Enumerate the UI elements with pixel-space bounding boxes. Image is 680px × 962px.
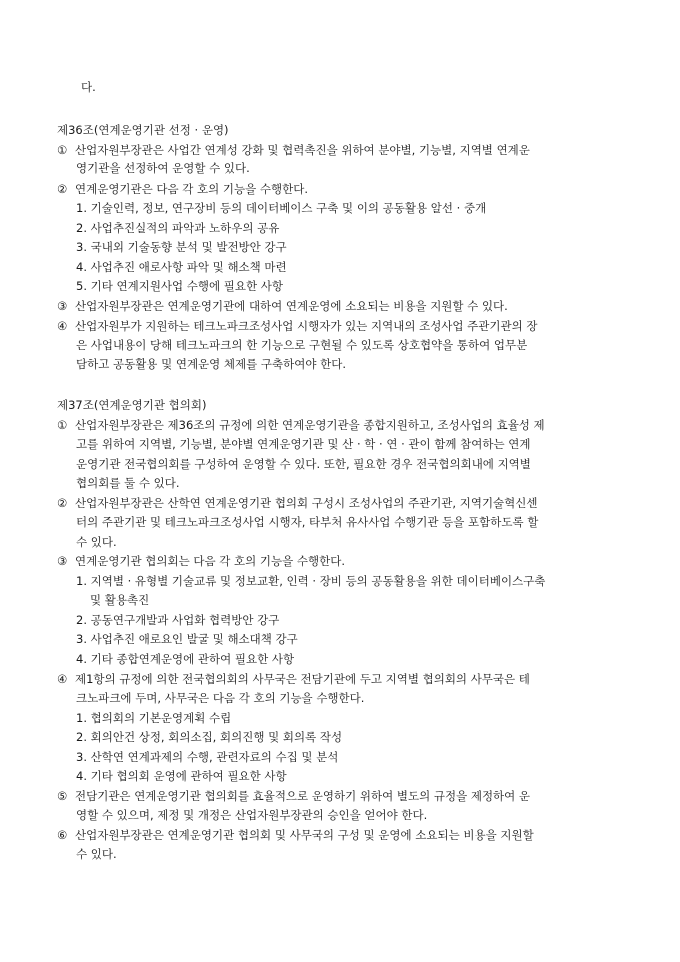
paragraph-text: 산업자원부장관은 사업간 연계성 강화 및 협력촉진을 위하여 분야별, 기능별, 지역별 연계운 (75, 143, 530, 157)
art36-paragraph-2 (57, 180, 308, 198)
paragraph-text: 전담기관은 연계운영기관 협의회를 효율적으로 운영하기 위하여 별도의 규정을 제정하여 운 (75, 789, 531, 803)
art37-p4-item-2: 2. 회의안건 상정, 회의소집, 회의진행 및 회의록 작성 (76, 730, 343, 744)
paragraph-text: 산업자원부장관은 산학연 연계운영기관 협의회 구성시 조성사업의 주관기관, 지역기술혁신센 (75, 496, 538, 510)
paragraph-text: 산업자원부가 지원하는 테크노파크조성사업 시행자가 있는 지역내의 조성사업 주관기관의 장 (75, 319, 538, 333)
paragraph-text: 산업자원부장관은 제36조의 규정에 의한 연계운영기관을 종합지원하고, 조성사업의 효율성 제 (75, 418, 545, 432)
continued-text: 다. (81, 80, 96, 94)
art36-paragraph-4-cont: 담하고 공동활용 및 연계운영 체제를 구축하여야 한다. (76, 357, 346, 371)
art37-p3-item-3: 3. 사업추진 애로요인 발굴 및 해소대책 강구 (76, 632, 298, 646)
art37-paragraph-2-cont: 수 있다. (76, 535, 117, 549)
art37-paragraph-1 (57, 416, 545, 434)
paragraph-marker: ⑥ (57, 828, 68, 842)
art37-p3-item-4: 4. 기타 종합연계운영에 관하여 필요한 사항 (76, 652, 295, 666)
article-37-title: 제37조(연계운영기관 협의회) (57, 398, 207, 412)
art37-paragraph-2 (57, 494, 538, 512)
article-36-title: 제36조(연계운영기관 선정 · 운영) (57, 123, 229, 137)
art37-paragraph-1-cont: 고를 위하여 지역별, 기능별, 분야별 연계운영기관 및 산 · 학 · 연 · 관이 함께 참여하는 연계 (76, 437, 531, 451)
paragraph-marker: ① (57, 143, 68, 157)
paragraph-marker: ⑤ (57, 789, 68, 803)
art37-p4-item-4: 4. 기타 협의회 운영에 관하여 필요한 사항 (76, 769, 287, 783)
art37-p4-item-1: 1. 협의회의 기본운영계획 수립 (76, 711, 232, 725)
art37-paragraph-5-cont: 영할 수 있으며, 제정 및 개정은 산업자원부장관의 승인을 얻어야 한다. (76, 808, 428, 822)
art36-item-2: 2. 사업추진실적의 파악과 노하우의 공유 (76, 221, 280, 235)
paragraph-text: 연계운영기관 협의회는 다음 각 호의 기능을 수행한다. (75, 554, 345, 568)
art36-item-3: 3. 국내외 기술동향 분석 및 발전방안 강구 (76, 240, 287, 254)
paragraph-text: 산업자원부장관은 연계운영기관 협의회 및 사무국의 구성 및 운영에 소요되는 비용을 지원할 (75, 828, 534, 842)
art37-paragraph-1-cont: 운영기관 전국협의회를 구성하여 운영할 수 있다. 또한, 필요한 경우 전국협의회내에 지역별 (76, 457, 531, 471)
art36-item-4: 4. 사업추진 애로사항 파악 및 해소책 마련 (76, 260, 287, 274)
art36-paragraph-1 (57, 141, 530, 159)
art37-p3-item-1: 1. 지역별 · 유형별 기술교류 및 정보교환, 인력 · 장비 등의 공동활용을 위한 데이터베이스구축 (76, 574, 546, 588)
paragraph-marker: ③ (57, 299, 68, 313)
art37-paragraph-5 (57, 787, 530, 805)
art36-paragraph-4 (57, 317, 538, 335)
paragraph-marker: ④ (57, 319, 68, 333)
art36-item-1: 1. 기술인력, 정보, 연구장비 등의 데이터베이스 구축 및 이의 공동활용 알선 · 중개 (76, 201, 487, 215)
paragraph-text: 제1항의 규정에 의한 전국협의회의 사무국은 전담기관에 두고 지역별 협의회의 사무국은 테 (75, 672, 530, 686)
paragraph-text: 산업자원부장관은 연계운영기관에 대하여 연계운영에 소요되는 비용을 지원할 수 있다. (75, 299, 508, 313)
art36-item-5: 5. 기타 연계지원사업 수행에 필요한 사항 (76, 279, 283, 293)
art37-paragraph-3 (57, 552, 345, 570)
art36-paragraph-4-cont: 은 사업내용이 당해 테크노파크의 한 기능으로 구현될 수 있도록 상호협약을 통하여 업무분 (76, 338, 528, 352)
art37-paragraph-4-cont: 크노파크에 두며, 사무국은 다음 각 호의 기능을 수행한다. (76, 691, 365, 705)
paragraph-marker: ② (57, 182, 68, 196)
paragraph-marker: ③ (57, 554, 68, 568)
art37-paragraph-4 (57, 670, 530, 688)
art37-paragraph-6 (57, 826, 534, 844)
paragraph-text: 연계운영기관은 다음 각 호의 기능을 수행한다. (75, 182, 309, 196)
art37-p4-item-3: 3. 산학연 연계과제의 수행, 관련자료의 수집 및 분석 (76, 750, 339, 764)
paragraph-marker: ② (57, 496, 68, 510)
art37-paragraph-6-cont: 수 있다. (76, 847, 117, 861)
paragraph-marker: ④ (57, 672, 68, 686)
art37-paragraph-1-cont: 협의회를 둘 수 있다. (76, 476, 180, 490)
art37-p3-item-2: 2. 공동연구개발과 사업화 협력방안 강구 (76, 613, 280, 627)
art36-paragraph-1-cont: 영기관을 선정하여 운영할 수 있다. (76, 161, 250, 175)
art37-paragraph-2-cont: 터의 주관기관 및 테크노파크조성사업 시행자, 타부처 유사사업 수행기관 등을 포함하도록 할 (76, 515, 539, 529)
paragraph-marker: ① (57, 418, 68, 432)
art37-p3-item-1-cont: 및 활용촉진 (90, 593, 150, 607)
art36-paragraph-3 (57, 297, 508, 315)
